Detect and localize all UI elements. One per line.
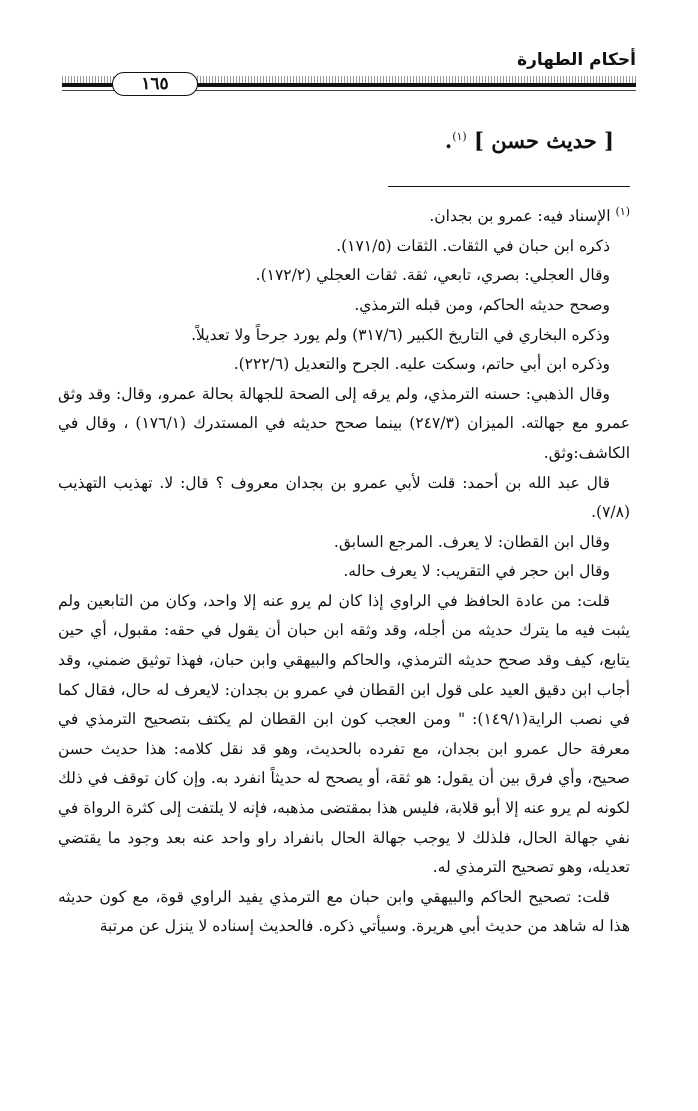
grade-text: [ حديث حسن ] <box>474 128 614 153</box>
page-header <box>62 50 636 102</box>
footnote-paragraph: وقال الذهبي: حسنه الترمذي، ولم يرقه إلى الصحة للجهالة بحالة عمرو، وقال: وقد وثق عمرو مع جهالته. الميزان (٢٤٧/٣) بينما صحح حديثه في المستدرك (١٧٦/١) ، وقال في الكاشف:وثق. <box>58 384 630 462</box>
footnote-paragraph: وصحح حديثه الحاكم، ومن قبله الترمذي. <box>354 295 610 314</box>
footnote-1-first-line <box>58 197 630 232</box>
footnote-text: الإسناد فيه: عمرو بن بجدان. <box>429 207 611 226</box>
footnote-paragraph: قال عبد الله بن أحمد: قلت لأبي عمرو بن بجدان معروف ؟ قال: لا. تهذيب التهذيب (٧/٨). <box>58 473 630 522</box>
footnote-separator <box>388 186 630 187</box>
footnote-paragraph: قلت: من عادة الحافظ في الراوي إذا كان لم يرو عنه إلا واحد، وكان من التابعين ولم يثبت فيه ما يترك حديثه من أجله، وقد وثقه ابن حبان أن يقول في حقه: مقبول، أي حين يتابع، كيف وقد صحح حديثه الترمذي، والحاكم والبيهقي وابن حبان، فهذا توثيق ضمني، وقد أجاب ابن دقيق العيد على قول ابن القطان في عمرو بن بجدان: لايعرف له حال، فقال كما في نصب الراية(١٤٩/١): " ومن العجب كون ابن القطان لم يكتف بتصحيح الترمذي في معرفة حال عمرو ابن بجدان، مع تفرده بالحديث، وهو قد نقل كلامه: هذا حديث حسن صحيح، وأي فرق بين أن يقول: هو ثقة، أو يصحح له حديثاً انفرد به. وإن كان توقف في ذلك لكونه لم يرو عنه إلا أبو قلابة، فليس هذا بمقتضى مذهبه، فإنه لا يلتفت إلى كثرة الرواة في نفي جهالة الحال، فلذلك لا يوجب جهالة الحال بانفراد راو واحد عنه بعد وجود ما يقتضي تعديله، وهو تصحيح الترمذي له. <box>58 591 630 877</box>
footnote-paragraph: قلت: تصحيح الحاكم والبيهقي وابن حبان مع الترمذي يفيد الراوي قوة، مع كون حديثه هذا له شاهد من حديث أبي هريرة. وسيأتي ذكره. فالحديث إسناده لا ينزل عن مرتبة <box>58 887 630 936</box>
footnote-paragraph: وذكره البخاري في التاريخ الكبير (٣١٧/٦) ولم يورد جرحاً ولا تعديلاً. <box>191 325 610 344</box>
grade-period: . <box>444 128 453 153</box>
footnotes <box>58 197 630 942</box>
page-number: ١٦٥ <box>112 72 198 96</box>
footnote-marker: (١) <box>615 205 630 218</box>
footnote-paragraph: ذكره ابن حبان في الثقات. الثقات (١٧١/٥). <box>336 236 610 255</box>
footnote-ref: (١) <box>452 130 467 143</box>
hadith-grade <box>445 128 614 153</box>
footnote-paragraph: وقال العجلي: بصري، تابعي، ثقة. ثقات العجلي (١٧٢/٢). <box>255 266 610 285</box>
footnote-paragraph: وقال ابن حجر في التقريب: لا يعرف حاله. <box>343 562 610 581</box>
footnote-paragraph: وذكره ابن أبي حاتم، وسكت عليه. الجرح والتعديل (٢٢٢/٦). <box>233 355 610 374</box>
footnote-paragraph: وقال ابن القطان: لا يعرف. المرجع السابق. <box>333 532 610 551</box>
book-title: أحكام الطهارة <box>517 50 636 70</box>
